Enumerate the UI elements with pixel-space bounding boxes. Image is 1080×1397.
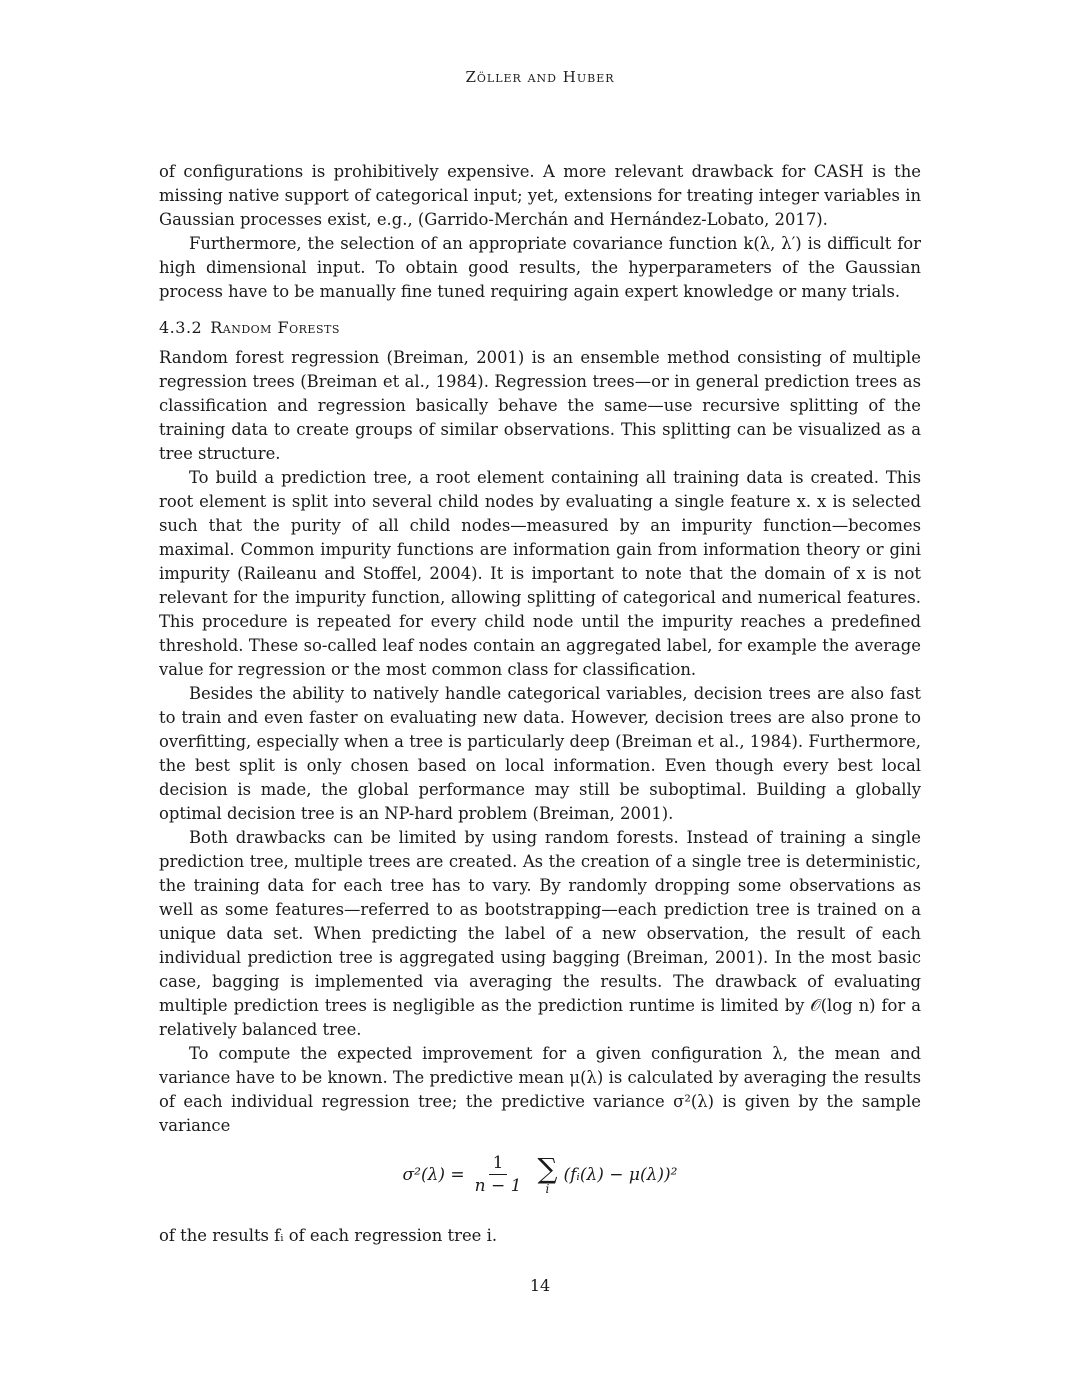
- paragraph: of the results fᵢ of each regression tree i.: [159, 1226, 498, 1245]
- summation-index: i: [545, 1181, 550, 1196]
- sample-variance-equation: [159, 1152, 921, 1212]
- summation-symbol: ∑: [537, 1151, 558, 1185]
- paragraph: To compute the expected improvement for a given configuration λ, the mean and variance have to be known. The predictive mean μ(λ) is calculated by averaging the results of each individual regression tree; the predictive variance σ²(λ) is given by the sample variance: [159, 1044, 921, 1135]
- page-body: [159, 160, 921, 1248]
- equation-fraction: [471, 1152, 526, 1197]
- running-header: Zöller and Huber: [465, 68, 615, 86]
- section-heading: [159, 316, 921, 340]
- paragraph: Besides the ability to natively handle categorical variables, decision trees are also fast to train and even faster on evaluating new data. However, decision trees are also prone to overfitting, especially when a tree is particularly deep (Breiman et al., 1984). Furthermore, the best split is only chosen based on local information. Even though every best local decision is made, the global performance may still be suboptimal. Building a globally optimal decision tree is an NP-hard problem (Breiman, 2001).: [159, 684, 921, 823]
- paragraph: Furthermore, the selection of an appropriate covariance function k(λ, λ′) is difficult for high dimensional input. To obtain good results, the hyperparameters of the Gaussian process have to be manually fine tuned requiring again expert knowledge or many trials.: [159, 234, 921, 301]
- fraction-denominator: n − 1: [474, 1176, 522, 1196]
- summation: [537, 1151, 558, 1196]
- paragraph: Both drawbacks can be limited by using random forests. Instead of training a single prediction tree, multiple trees are created. As the creation of a single tree is deterministic, the training data for each tree has to vary. By randomly dropping some observations as well as some features—referred to as bootstrapping—each prediction tree is trained on a unique data set. When predicting the label of a new observation, the result of each individual prediction tree is aggregated using bagging (Breiman, 2001). In the most basic case, bagging is implemented via averaging the results. The drawback of evaluating multiple prediction trees is negligible as the prediction runtime is limited by 𝒪(log n) for a relatively balanced tree.: [159, 828, 921, 1039]
- equation-lhs: σ²(λ) =: [402, 1164, 465, 1185]
- fraction-numerator: 1: [489, 1152, 508, 1175]
- paragraph: To build a prediction tree, a root element containing all training data is created. This root element is split into several child nodes by evaluating a single feature x. x is selected such that the purity of all child nodes—measured by an impurity function—becomes maximal. Common impurity functions are information gain from information theory or gini impurity (Raileanu and Stoffel, 2004). It is important to note that the domain of x is not relevant for the impurity function, allowing splitting of categorical and numerical features. This procedure is repeated for every child node until the impurity reaches a predefined threshold. These so-called leaf nodes contain an aggregated label, for example the average value for regression or the most common class for classification.: [159, 468, 921, 679]
- section-number: 4.3.2: [159, 318, 203, 337]
- paragraph: Random forest regression (Breiman, 2001) is an ensemble method consisting of multiple regression trees (Breiman et al., 1984). Regression trees—or in general prediction trees as classification and regression basically behave the same—use recursive splitting of the training data to create groups of similar observations. This splitting can be visualized as a tree structure.: [159, 348, 921, 463]
- section-title: Random Forests: [210, 318, 340, 337]
- page-number: 14: [529, 1276, 551, 1295]
- paragraph: of configurations is prohibitively expensive. A more relevant drawback for CASH is the missing native support of categorical input; yet, extensions for treating integer variables in Gaussian processes exist, e.g., (Garrido-Merchán and Hernández-Lobato, 2017).: [159, 162, 921, 229]
- equation-rhs: (fᵢ(λ) − μ(λ))²: [563, 1164, 678, 1185]
